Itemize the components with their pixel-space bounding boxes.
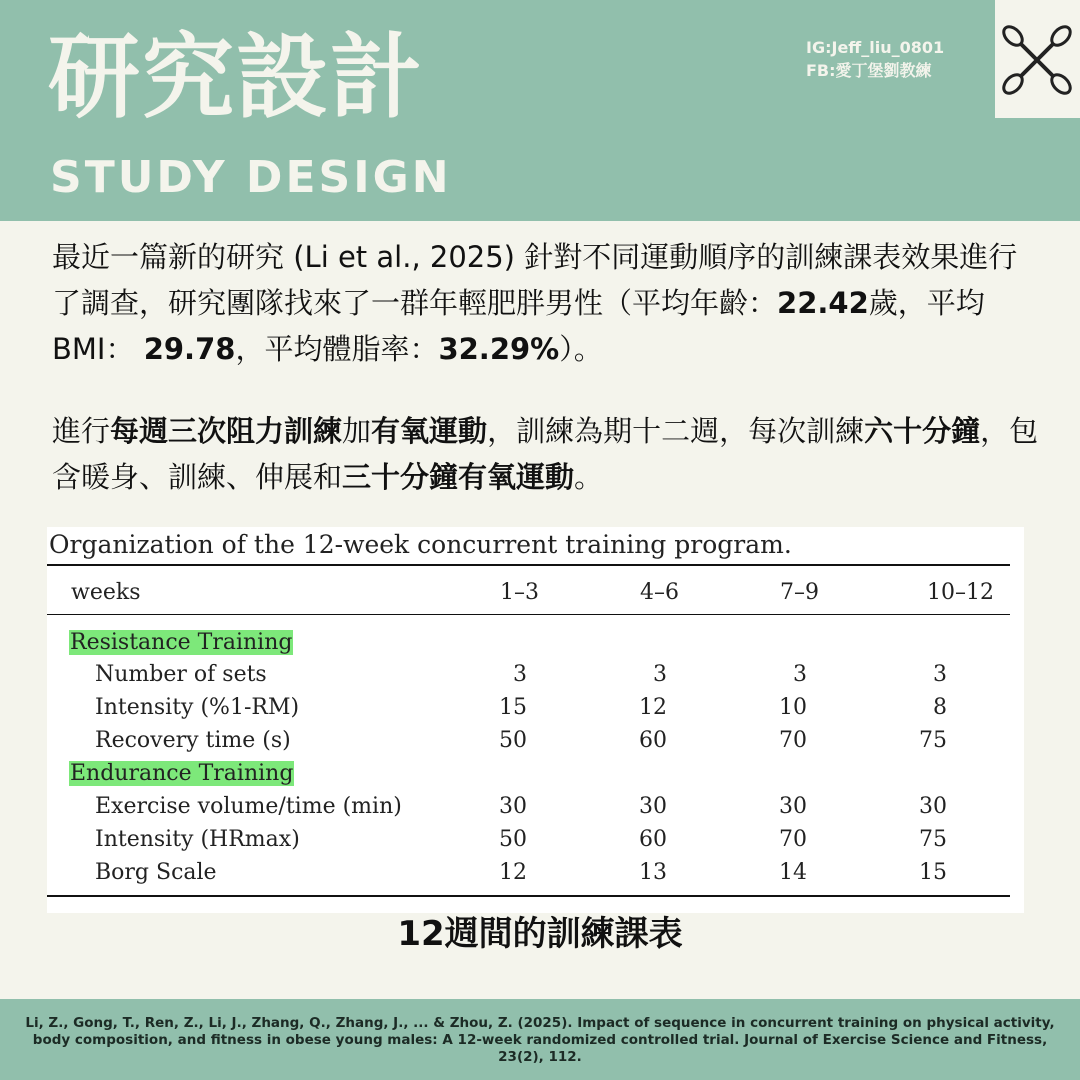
table-cell: 60 [639,827,667,852]
header-col-3: 7–9 [780,580,819,605]
facebook-handle[interactable]: FB:愛丁堡劉教練 [806,61,932,80]
page-title: 研究設計 [48,24,425,131]
table-cell: 60 [639,728,667,753]
row-label: Borg Scale [95,860,217,885]
table-cell: 3 [513,662,527,687]
table-cell: 3 [653,662,667,687]
page-subtitle: STUDY DESIGN [50,152,452,203]
table-cell: 13 [639,860,667,885]
table-cell: 30 [779,794,807,819]
table-bottom-rule [47,895,1010,897]
training-program-table [47,527,1024,913]
table-cell: 70 [779,827,807,852]
table-cell: 14 [779,860,807,885]
row-label: Intensity (%1-RM) [95,695,300,720]
table-cell: 3 [793,662,807,687]
row-label: Exercise volume/time (min) [95,794,402,819]
table-cell: 75 [919,728,947,753]
row-label: Intensity (HRmax) [95,827,300,852]
table-cell: 15 [499,695,527,720]
section-title-resistance: Resistance Training [70,630,293,655]
mean-bmi: 29.78 [143,332,236,366]
social-handles [806,36,944,82]
table-cell: 75 [919,827,947,852]
logo [995,0,1080,118]
table-cell: 8 [933,695,947,720]
header-weeks: weeks [71,580,141,605]
protocol-paragraph: 進行每週三次阻力訓練加有氧運動，訓練為期十二週，每次訓練六十分鐘，包含暖身、訓練、伸展和三十分鐘有氧運動。 [52,414,1039,494]
table-cell: 30 [499,794,527,819]
mean-age: 22.42 [777,286,869,320]
mean-body-fat: 32.29% [438,332,560,366]
footer-banner [0,999,1080,1080]
table-caption: Organization of the 12-week concurrent training program. [49,530,792,559]
crossed-dumbbells-icon [999,22,1075,98]
table-cell: 12 [499,860,527,885]
header-col-2: 4–6 [640,580,679,605]
table-top-rule [47,564,1010,566]
table-cell: 3 [933,662,947,687]
table-cell: 70 [779,728,807,753]
instagram-handle[interactable]: IG:Jeff_liu_0801 [806,38,945,57]
table-cell: 50 [499,728,527,753]
row-label: Number of sets [95,662,267,687]
table-cell: 50 [499,827,527,852]
header-banner [0,0,1080,221]
table-cell: 10 [779,695,807,720]
table-cell: 15 [919,860,947,885]
intro-paragraph: 最近一篇新的研究 (Li et al., 2025) 針對不同運動順序的訓練課表效果進行了調查，研究團隊找來了一群年輕肥胖男性（平均年齡：22.42歲，平均BMI： 29.78，平均體脂率：32.29%）。 [52,240,1018,366]
table-cell: 30 [639,794,667,819]
header-col-4: 10–12 [927,580,994,605]
table-subcaption: 12週間的訓練課表 [397,914,683,954]
table-header-rule [47,614,1010,615]
table-cell: 30 [919,794,947,819]
header-col-1: 1–3 [500,580,539,605]
row-label: Recovery time (s) [95,728,291,753]
section-title-endurance: Endurance Training [70,761,294,786]
table-cell: 12 [639,695,667,720]
citation-text: Li, Z., Gong, T., Ren, Z., Li, J., Zhang, Q., Zhang, J., ... & Zhou, Z. (2025). Impact of sequence in concurrent training on physical activity, body composition, and fitness in obese young males: A 12-week randomized controlled trial. Journal of Exercise Science and Fitness, 23(2), 112. [25,1015,1055,1065]
